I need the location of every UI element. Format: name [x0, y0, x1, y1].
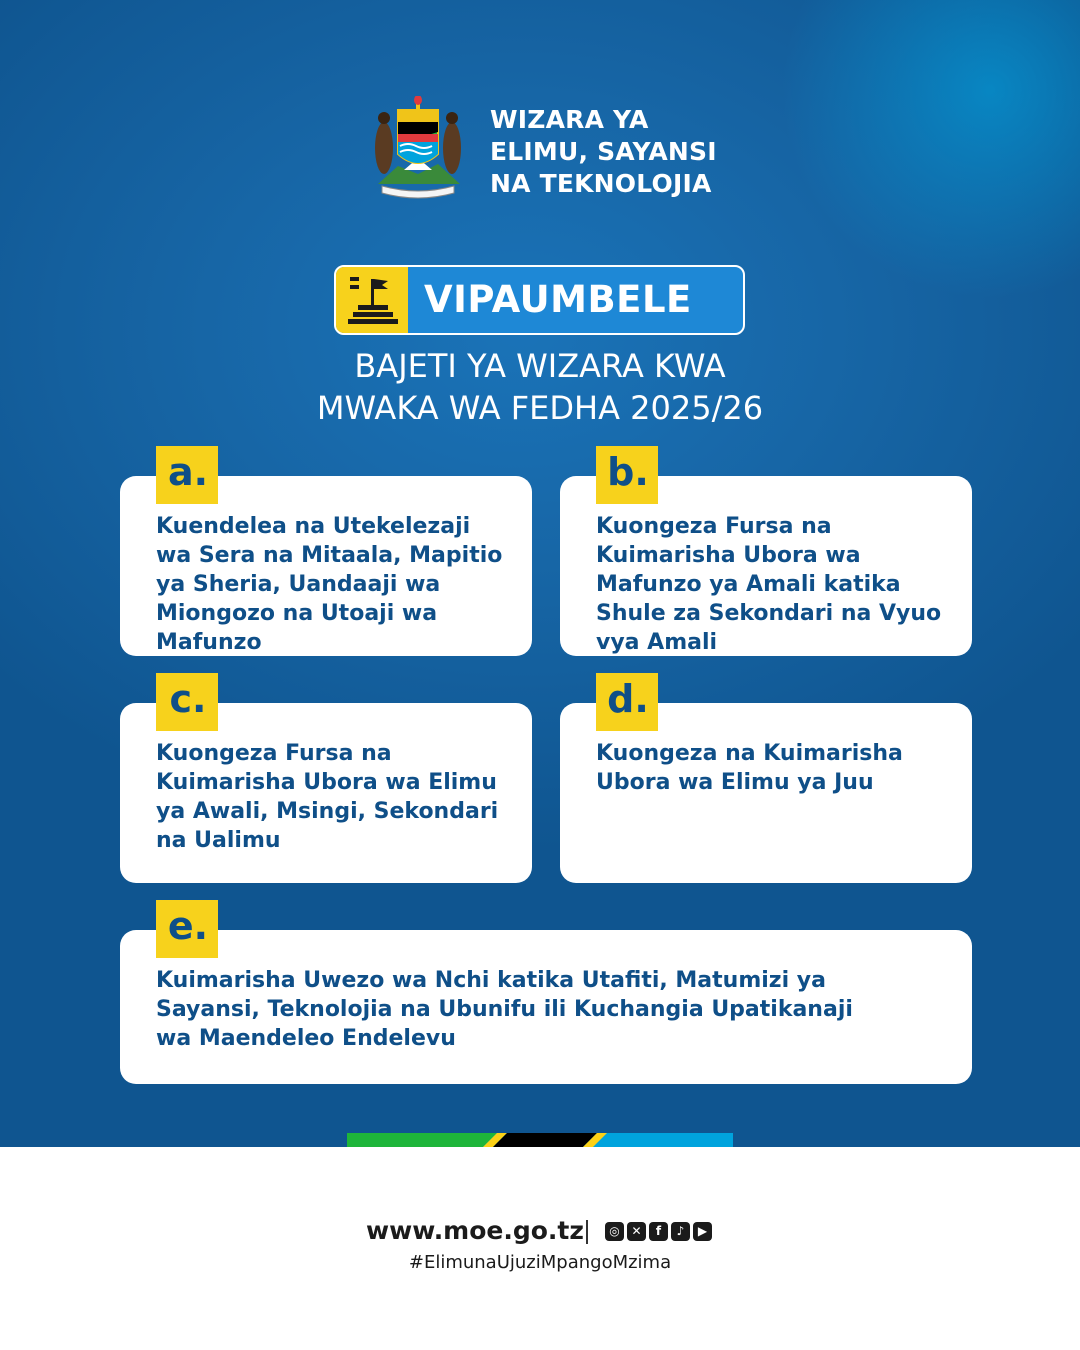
- youtube-icon[interactable]: ▶: [693, 1222, 712, 1241]
- x-icon[interactable]: ✕: [627, 1222, 646, 1241]
- banner-icon-box: [336, 267, 408, 333]
- instagram-icon[interactable]: ◎: [605, 1222, 624, 1241]
- priority-card-a: [120, 450, 532, 656]
- priority-letter: b.: [596, 446, 658, 504]
- priority-letter: e.: [156, 900, 218, 958]
- priority-letter: d.: [596, 673, 658, 731]
- tiktok-icon[interactable]: ♪: [671, 1222, 690, 1241]
- priority-card-e: [120, 904, 972, 1084]
- flag-podium-icon: [336, 267, 408, 333]
- priority-text: Kuongeza na Kuimarisha Ubora wa Elimu ya Juu: [596, 741, 903, 795]
- priority-text: Kuongeza Fursa na Kuimarisha Ubora wa Mafunzo ya Amali katika Shule za Sekondari na Vyuo vya Amali: [596, 514, 942, 655]
- priority-text: Kuendelea na Utekelezaji wa Sera na Mitaala, Mapitio ya Sheria, Uandaaji wa Miongozo na Utoaji wa Mafunzo: [156, 514, 503, 655]
- ministry-name: [490, 104, 717, 200]
- banner-title: VIPAUMBELE: [424, 278, 692, 321]
- ministry-name-line1: WIZARA YA: [490, 105, 649, 134]
- website-url[interactable]: www.moe.go.tz: [366, 1216, 584, 1245]
- facebook-icon[interactable]: f: [649, 1222, 668, 1241]
- priority-card-d: [560, 677, 972, 883]
- priority-letter: c.: [156, 673, 218, 731]
- ministry-name-line3: NA TEKNOLOJIA: [490, 169, 712, 198]
- priority-card-c: [120, 677, 532, 883]
- priority-letter: a.: [156, 446, 218, 504]
- campaign-hashtag: #ElimunaUjuziMpangoMzima: [408, 1252, 672, 1273]
- coat-of-arms-icon: [368, 96, 468, 200]
- priorities-banner: [334, 265, 745, 335]
- priority-text: Kuimarisha Uwezo wa Nchi katika Utafiti, Matumizi ya Sayansi, Teknolojia na Ubunifu ili Kuchangia Upatikanaji wa Maendeleo Endelevu: [156, 968, 853, 1051]
- subtitle-line1: BAJETI YA WIZARA KWA: [354, 347, 726, 385]
- subtitle-line2: MWAKA WA FEDHA 2025/26: [316, 389, 764, 427]
- tanzania-flag-stripe: [347, 1133, 733, 1147]
- footer-divider: [586, 1220, 588, 1244]
- header: [368, 96, 728, 200]
- priority-card-b: [560, 450, 972, 656]
- priority-text: Kuongeza Fursa na Kuimarisha Ubora wa Elimu ya Awali, Msingi, Sekondari na Ualimu: [156, 741, 499, 853]
- ministry-name-line2: ELIMU, SAYANSI: [490, 137, 717, 166]
